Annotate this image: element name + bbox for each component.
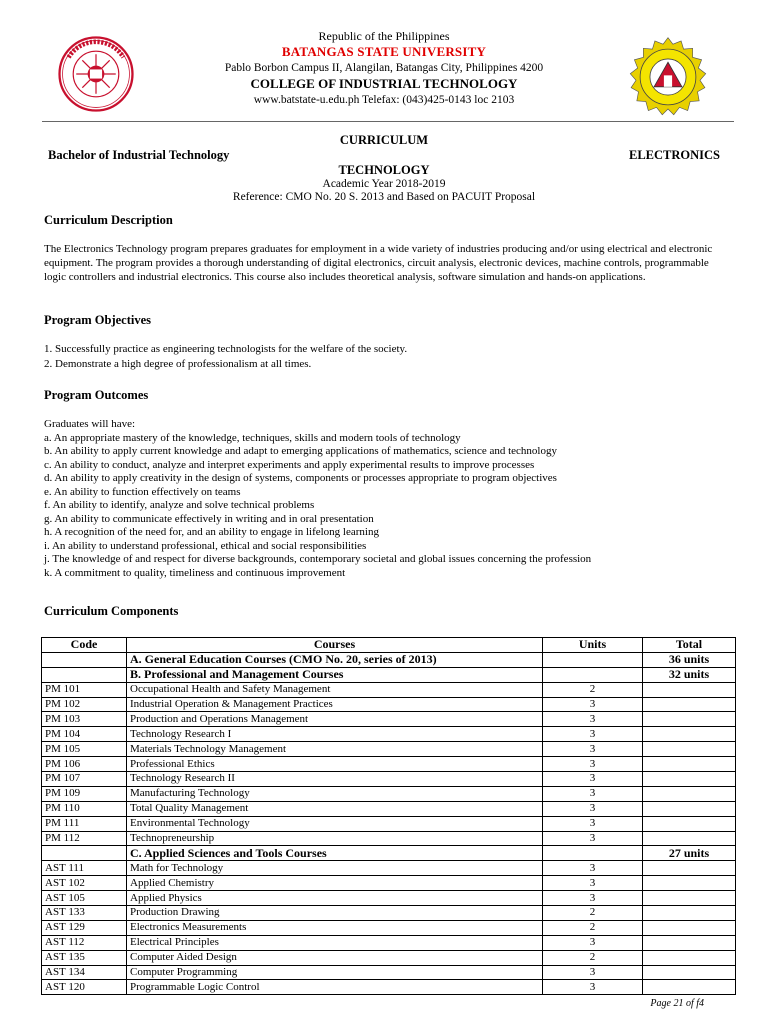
reference-line: Reference: CMO No. 20 S. 2013 and Based on PACUIT Proposal (232, 191, 536, 203)
cell-total (643, 727, 736, 742)
description-text: The Electronics Technology program prepares graduates for employment in a wide variety of industries producing and/or using electrical and electronic equipment. The program provides a thorough understanding of digital electronics, circuit analysis, electronic devices, machine controls, programmable logic controllers and industrial electronics. This course also includes theoretical analysis, software simulation and hands-on applications. (44, 243, 713, 283)
university-name: BATANGAS STATE UNIVERSITY (281, 44, 487, 59)
table-row (42, 742, 736, 757)
cell-code: PM 110 (42, 801, 127, 816)
cell-course: Occupational Health and Safety Management (127, 682, 543, 697)
column-header-code: Code (42, 638, 127, 653)
cell-course: A. General Education Courses (CMO No. 20, series of 2013) (127, 652, 543, 667)
cell-course: Professional Ethics (127, 757, 543, 772)
outcome-item: i. An ability to understand professional, ethical and social responsibilities (44, 539, 367, 552)
cell-code: AST 105 (42, 891, 127, 906)
cell-total (643, 876, 736, 891)
cell-course: Technopreneurship (127, 831, 543, 846)
table-row (42, 682, 736, 697)
cell-code: PM 112 (42, 831, 127, 846)
cell-total: 36 units (643, 652, 736, 667)
cell-units (543, 846, 643, 861)
campus-address: Pablo Borbon Campus II, Alangilan, Batangas City, Philippines 4200 (224, 62, 544, 74)
curriculum-table (41, 637, 736, 995)
cell-code: PM 111 (42, 816, 127, 831)
cell-code: PM 102 (42, 697, 127, 712)
cell-course: Electronics Measurements (127, 920, 543, 935)
cell-units (543, 667, 643, 682)
cell-course: Production and Operations Management (127, 712, 543, 727)
table-row (42, 965, 736, 980)
table-group-row (42, 667, 736, 682)
cell-code: PM 101 (42, 682, 127, 697)
cell-code: AST 134 (42, 965, 127, 980)
cell-course: Industrial Operation & Management Practices (127, 697, 543, 712)
college-name: COLLEGE OF INDUSTRIAL TECHNOLOGY (250, 76, 518, 91)
cell-total: 27 units (643, 846, 736, 861)
cell-total (643, 906, 736, 921)
cell-code: AST 120 (42, 980, 127, 995)
table-row (42, 801, 736, 816)
cell-course: Math for Technology (127, 861, 543, 876)
cell-units: 3 (543, 786, 643, 801)
table-row (42, 935, 736, 950)
outcome-item: b. An ability to apply current knowledge and adapt to emerging applications of mathematics, science and technology (44, 445, 557, 457)
curriculum-title: CURRICULUM (339, 133, 429, 147)
cell-total (643, 861, 736, 876)
cell-course: Environmental Technology (127, 816, 543, 831)
table-row (42, 831, 736, 846)
column-header-total: Total (643, 638, 736, 653)
table-header-row (42, 638, 736, 653)
cell-units: 3 (543, 980, 643, 995)
cell-units: 3 (543, 891, 643, 906)
outcome-item: g. An ability to communicate effectively in writing and in oral presentation (44, 512, 374, 525)
cell-code: PM 106 (42, 757, 127, 772)
outcome-item: a. An appropriate mastery of the knowledge, techniques, skills and modern tools of technology (44, 431, 461, 444)
republic-line: Republic of the Philippines (318, 29, 450, 43)
cell-total: 32 units (643, 667, 736, 682)
cell-units (543, 652, 643, 667)
academic-year: Academic Year 2018-2019 (322, 178, 446, 190)
cell-code: PM 103 (42, 712, 127, 727)
table-row (42, 786, 736, 801)
cell-units: 3 (543, 831, 643, 846)
title-block (0, 133, 768, 204)
cell-total (643, 757, 736, 772)
table-row (42, 950, 736, 965)
cell-units: 3 (543, 742, 643, 757)
cell-course: Production Drawing (127, 906, 543, 921)
cell-total (643, 772, 736, 787)
cell-code: AST 129 (42, 920, 127, 935)
cell-units: 3 (543, 712, 643, 727)
cell-units: 2 (543, 950, 643, 965)
description-heading: Curriculum Description (44, 213, 173, 227)
outcome-item: e. An ability to function effectively on teams (44, 485, 241, 498)
outcome-item: k. A commitment to quality, timeliness and continuous improvement (44, 566, 346, 579)
cell-course: Computer Programming (127, 965, 543, 980)
cell-units: 3 (543, 965, 643, 980)
cell-total (643, 980, 736, 995)
cell-code: PM 104 (42, 727, 127, 742)
cell-units: 3 (543, 757, 643, 772)
cell-total (643, 950, 736, 965)
cell-course: Total Quality Management (127, 801, 543, 816)
cell-units: 3 (543, 861, 643, 876)
table-row (42, 772, 736, 787)
header-divider (42, 121, 734, 122)
cell-total (643, 965, 736, 980)
contact-line: www.batstate-u.edu.ph Telefax: (043)425-0143 loc 2103 (253, 94, 515, 106)
cell-code (42, 846, 127, 861)
cell-course: B. Professional and Management Courses (127, 667, 543, 682)
cell-course: Technology Research II (127, 772, 543, 787)
cell-total (643, 920, 736, 935)
cell-course: Electrical Principles (127, 935, 543, 950)
outcome-item: c. An ability to conduct, analyze and interpret experiments and apply experimental results to improve processes (44, 458, 535, 471)
cell-course: Programmable Logic Control (127, 980, 543, 995)
cell-course: Applied Chemistry (127, 876, 543, 891)
cell-total (643, 801, 736, 816)
cell-course: Technology Research I (127, 727, 543, 742)
components-heading: Curriculum Components (44, 604, 179, 618)
table-row (42, 876, 736, 891)
table-row (42, 712, 736, 727)
cell-code: PM 107 (42, 772, 127, 787)
cell-units: 2 (543, 920, 643, 935)
program-major-cont: TECHNOLOGY (338, 163, 430, 177)
cell-code: AST 102 (42, 876, 127, 891)
cell-course: Manufacturing Technology (127, 786, 543, 801)
column-header-units: Units (543, 638, 643, 653)
page-number: Page 21 of f4 (650, 998, 704, 1009)
cell-units: 3 (543, 816, 643, 831)
cell-course: C. Applied Sciences and Tools Courses (127, 846, 543, 861)
cell-units: 3 (543, 801, 643, 816)
cell-units: 2 (543, 682, 643, 697)
cell-code: AST 133 (42, 906, 127, 921)
outcome-item: h. A recognition of the need for, and an ability to engage in lifelong learning (44, 526, 379, 538)
cell-units: 3 (543, 727, 643, 742)
table-group-row (42, 652, 736, 667)
program-major: ELECTRONICS (629, 148, 720, 162)
cell-units: 3 (543, 935, 643, 950)
cell-total (643, 816, 736, 831)
cell-total (643, 742, 736, 757)
curriculum-table-body (42, 652, 736, 994)
cell-code (42, 652, 127, 667)
cell-units: 3 (543, 697, 643, 712)
cell-course: Materials Technology Management (127, 742, 543, 757)
cell-total (643, 831, 736, 846)
objectives-heading: Program Objectives (44, 313, 152, 327)
cell-total (643, 682, 736, 697)
table-row (42, 920, 736, 935)
table-row (42, 697, 736, 712)
table-row (42, 980, 736, 995)
cell-code: PM 105 (42, 742, 127, 757)
cell-total (643, 935, 736, 950)
cell-units: 3 (543, 876, 643, 891)
cell-total (643, 697, 736, 712)
table-group-row (42, 846, 736, 861)
table-row (42, 816, 736, 831)
cell-units: 2 (543, 906, 643, 921)
cell-total (643, 712, 736, 727)
table-row (42, 891, 736, 906)
cell-code: PM 109 (42, 786, 127, 801)
table-row (42, 861, 736, 876)
cell-total (643, 891, 736, 906)
outcome-item: d. An ability to apply creativity in the design of systems, components or processes appropriate to program objectives (44, 472, 557, 484)
cell-units: 3 (543, 772, 643, 787)
objective-item: 2. Demonstrate a high degree of professionalism at all times. (44, 358, 312, 370)
cell-code: AST 112 (42, 935, 127, 950)
cell-code (42, 667, 127, 682)
objective-item: 1. Successfully practice as engineering technologists for the welfare of the society. (44, 343, 408, 355)
column-header-courses: Courses (127, 638, 543, 653)
table-row (42, 757, 736, 772)
cell-course: Computer Aided Design (127, 950, 543, 965)
outcomes-intro: Graduates will have: (44, 418, 136, 430)
outcomes-heading: Program Outcomes (44, 388, 149, 402)
cell-code: AST 111 (42, 861, 127, 876)
program-name: Bachelor of Industrial Technology (48, 148, 230, 162)
objectives-list (44, 342, 728, 372)
cell-course: Applied Physics (127, 891, 543, 906)
outcome-item: j. The knowledge of and respect for diverse backgrounds, contemporary societal and global issues concerning the profession (44, 553, 592, 565)
table-row (42, 906, 736, 921)
cell-total (643, 786, 736, 801)
cell-code: AST 135 (42, 950, 127, 965)
table-row (42, 727, 736, 742)
letterhead (0, 28, 768, 108)
outcomes-list (44, 418, 728, 580)
outcome-item: f. An ability to identify, analyze and solve technical problems (44, 499, 315, 511)
